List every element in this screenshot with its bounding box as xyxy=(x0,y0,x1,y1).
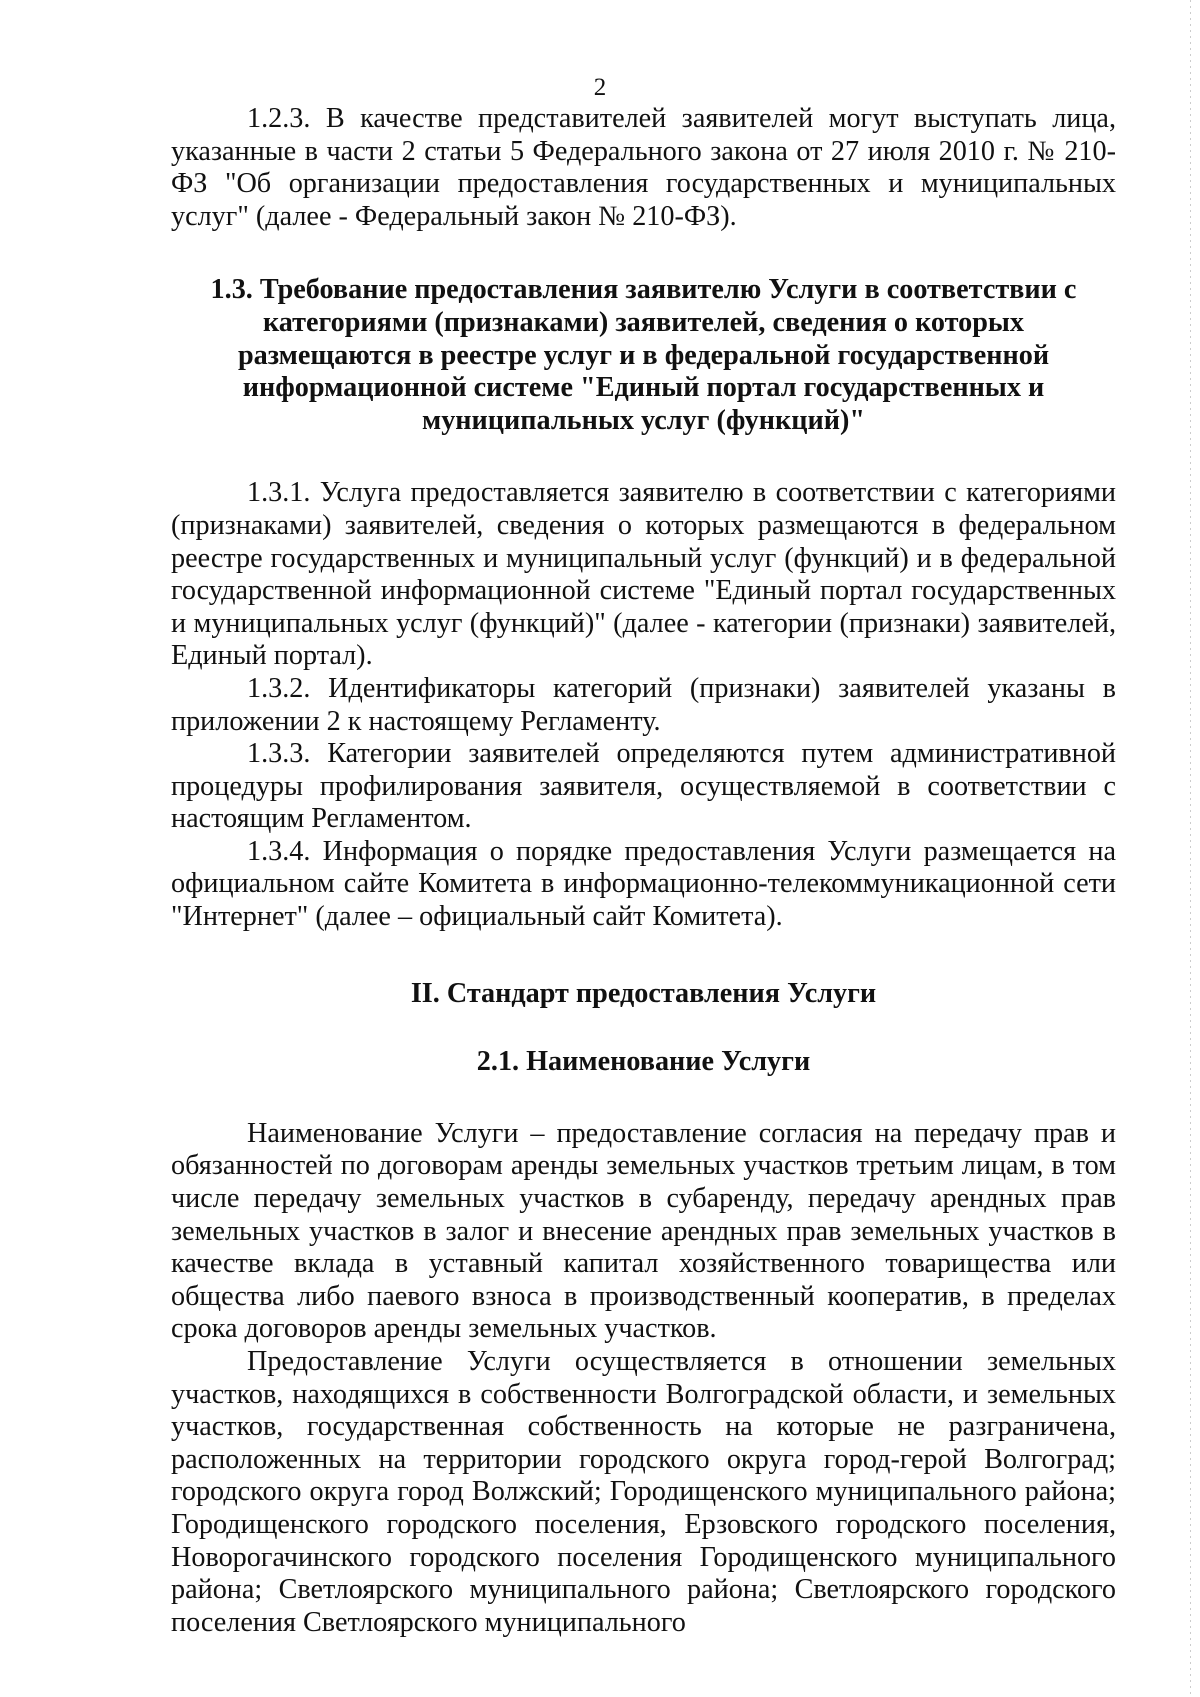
paragraph-1-3-2: 1.3.2. Идентификаторы категорий (признаки) заявителей указаны в приложении 2 к настоящему Регламенту. xyxy=(171,672,1116,737)
scan-edge-artifact xyxy=(1190,0,1191,1697)
section-heading-2-1: 2.1. Наименование Услуги xyxy=(476,1046,811,1078)
chapter-heading-II: II. Стандарт предоставления Услуги xyxy=(410,977,877,1009)
paragraph-1-3-4: 1.3.4. Информация о порядке предоставления Услуги размещается на официальном сайте Комитета в информационно-телекоммуникационной сети "Интернет" (далее – официальный сайт Комитета). xyxy=(171,835,1116,933)
paragraph-1-3-3: 1.3.3. Категории заявителей определяются путем административной процедуры профилирования заявителя, осуществляемой в соответствии с настоящим Регламентом. xyxy=(171,738,1116,835)
paragraph-service-provision: Предоставление Услуги осуществляется в отношении земельных участков, находящихся в собственности Волгоградской области, и земельных участков, государственная собственность на которые не разграничена, расположенных на территории городского округа город-герой Волгоград; городского округа город Волжский; Городищенского муниципального района; Городищенского городского поселения, Ерзовского городского поселения, Новорогачинского городского поселения Городищенского муниципального района; Светлоярского муниципального района; Светлоярского городского поселения Светлоярского муниципального xyxy=(171,1346,1116,1638)
paragraph-1-3-1: 1.3.1. Услуга предоставляется заявителю в соответствии с категориями (признаками) заявителей, сведения о которых размещаются в федеральном реестре государственных и муниципальный услуг (функций) и в федеральной государственной информационной системе "Единый портал государственных и муниципальных услуг (функций)" (далее - категории (признаки) заявителей, Единый портал). xyxy=(171,477,1116,672)
section-heading-1-3: 1.3. Требование предоставления заявителю Услуги в соответствии с категориями (признаками) заявителей, сведения о которых размещаются в реестре услуг и в федеральной государственной информационной системе "Единый портал государственных и муниципальных услуг (функций)" xyxy=(210,274,1077,436)
paragraph-service-name: Наименование Услуги – предоставление согласия на передачу прав и обязанностей по договорам аренды земельных участков третьим лицам, в том числе передачу земельных участков в субаренду, передачу арендных прав земельных участков в залог и внесение арендных прав земельных участков в качестве вклада в уставный капитал хозяйственного товарищества или общества либо паевого взноса в производственный кооператив, в пределах срока договоров аренды земельных участков. xyxy=(171,1117,1116,1345)
document-body xyxy=(171,103,1116,1639)
paragraph-1-2-3: 1.2.3. В качестве представителей заявителей могут выступать лица, указанные в части 2 статьи 5 Федерального закона от 27 июля 2010 г. № 210-ФЗ "Об организации предоставления государственных и муниципальных услуг" (далее - Федеральный закон № 210-ФЗ). xyxy=(171,103,1116,232)
page-number: 2 xyxy=(593,74,607,101)
